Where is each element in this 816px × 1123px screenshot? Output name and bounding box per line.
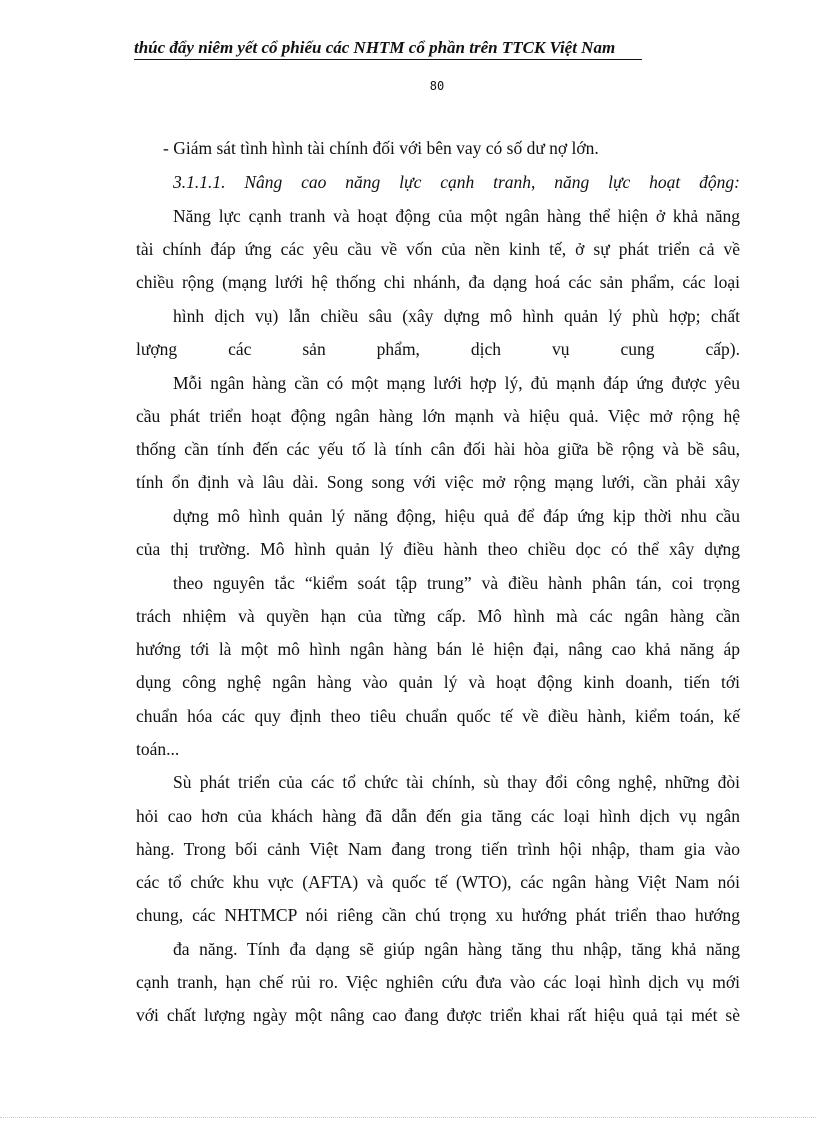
text-line: đa năng. Tính đa dạng sẽ giúp ngân hàng tăng thu nhập, tăng khả năng [173, 939, 740, 959]
text-line: với chất lượng ngày một nâng cao đang được triển khai rất hiệu quả tại mét sè [136, 1005, 740, 1025]
text-line: Sù phát triển của các tổ chức tài chính, sù thay đổi công nghệ, những đòi [173, 772, 740, 792]
text-line: hướng tới là một mô hình ngân hàng bán lẻ hiện đại, nâng cao khả năng áp [136, 639, 740, 659]
text-line: các tổ chức khu vực (AFTA) và quốc tế (WTO), các ngân hàng Việt Nam nói [136, 872, 740, 892]
running-header: thúc đẩy niêm yết cổ phiếu các NHTM cổ phần trên TTCK Việt Nam [134, 38, 642, 60]
text-line: thống cần tính đến các yếu tố là tính cân đối hài hòa giữa bề rộng và bề sâu, [136, 439, 740, 459]
text-line: trách nhiệm và quyền hạn của từng cấp. Mô hình mà các ngân hàng cần [136, 606, 740, 626]
section-heading: 3.1.1.1. Nâng cao năng lực cạnh tranh, năng lực hoạt động: [173, 172, 740, 192]
text-line: hình dịch vụ) lẫn chiều sâu (xây dựng mô hình quản lý phù hợp; chất [173, 306, 740, 326]
text-line: tài chính đáp ứng các yêu cầu về vốn của nền kinh tế, ở sự phát triển cả về [136, 239, 740, 259]
text-line: chuẩn hóa các quy định theo tiêu chuẩn quốc tế về điều hành, kiểm toán, kế [136, 706, 740, 726]
text-line: tính ổn định và lâu dài. Song song với việc mở rộng mạng lưới, cần phải xây [136, 472, 740, 492]
page-number: 80 [429, 79, 445, 93]
text-line: của thị trường. Mô hình quản lý điều hành theo chiều dọc có thể xây dựng [136, 539, 740, 559]
text-line: lượng các sản phẩm, dịch vụ cung cấp). [136, 339, 740, 359]
text-line: dụng công nghệ ngân hàng vào quản lý và hoạt động kinh doanh, tiến tới [136, 672, 740, 692]
text-line: Mỗi ngân hàng cần có một mạng lưới hợp lý, đủ mạnh đáp ứng được yêu [173, 373, 740, 393]
text-line: hỏi cao hơn của khách hàng đã dẫn đến gia tăng các loại hình dịch vụ ngân [136, 806, 740, 826]
text-line: dựng mô hình quản lý năng động, hiệu quả để đáp ứng kịp thời nhu cầu [173, 506, 740, 526]
text-line: chung, các NHTMCP nói riêng cần chú trọng xu hướng phát triển thao hướng [136, 905, 740, 925]
text-line: chiều rộng (mạng lưới hệ thống chi nhánh, đa dạng hoá các sản phẩm, các loại [136, 272, 740, 292]
text-line: theo nguyên tắc “kiểm soát tập trung” và điều hành phân tán, coi trọng [173, 573, 740, 593]
text-line: - Giám sát tình hình tài chính đối với bên vay có số dư nợ lớn. [163, 138, 599, 158]
text-line: toán... [136, 739, 180, 759]
text-line: cạnh tranh, hạn chế rủi ro. Việc nghiên cứu đưa vào các loại hình dịch vụ mới [136, 972, 740, 992]
text-line: Năng lực cạnh tranh và hoạt động của một ngân hàng thể hiện ở khả năng [173, 206, 740, 226]
footer-divider [0, 1117, 816, 1118]
text-line: cầu phát triển hoạt động ngân hàng lớn mạnh và hiệu quả. Việc mở rộng hệ [136, 406, 740, 426]
text-line: hàng. Trong bối cảnh Việt Nam đang trong tiến trình hội nhập, tham gia vào [136, 839, 740, 859]
